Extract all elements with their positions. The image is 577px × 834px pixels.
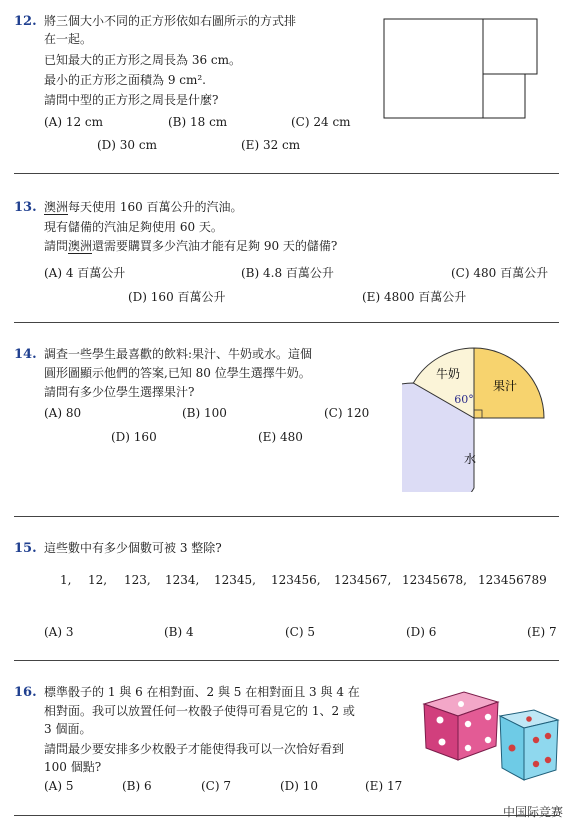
option-a: (A) 5 [44,779,74,793]
question-text-line: 將三個大小不同的正方形依如右圖所示的方式排 [44,14,297,28]
option-c: (C) 120 [324,406,370,420]
question-number: 12. [14,14,37,29]
option-a: (A) 12 cm [44,115,104,129]
number-item: 123456789 [478,573,547,587]
question-text-line: 請問中型的正方形之周長是什麼? [44,93,219,107]
option-e: (E) 32 cm [241,138,301,152]
question-text-line: 已知最大的正方形之周長為 36 cm。 [44,53,241,67]
question-text-line: 澳洲每天使用 160 百萬公升的汽油。 [44,200,243,214]
question-number: 16. [14,685,37,700]
number-item: 12, [88,573,108,587]
question-number: 15. [14,541,37,556]
divider [14,516,559,517]
number-item: 123456, [271,573,321,587]
question-text-line: 最小的正方形之面積為 9 cm². [44,73,206,87]
option-e: (E) 17 [365,779,403,793]
squares-figure [380,16,540,120]
question-text-line: 請問澳洲還需要購買多少汽油才能有足夠 90 天的儲備? [44,239,338,253]
divider [14,815,559,816]
option-e: (E) 480 [258,430,303,444]
option-a: (A) 4 百萬公升 [44,266,126,280]
option-c: (C) 5 [285,625,315,639]
pie-label-juice: 果汁 [492,379,518,393]
pie-label-milk: 牛奶 [435,367,461,381]
option-e: (E) 7 [527,625,557,639]
question-text-line: 請問有多少位學生選擇果汁? [44,385,195,399]
dice-figure [418,684,568,784]
option-a: (A) 3 [44,625,74,639]
option-b: (B) 4.8 百萬公升 [241,266,334,280]
option-d: (D) 10 [280,779,319,793]
question-text-line: 調查一些學生最喜歡的飲料:果汁、牛奶或水。這個 [44,347,313,361]
question-text-line: 100 個點? [44,760,102,774]
pie-label-water: 水 [463,452,477,466]
small-square [483,74,525,118]
question-text-line: 圓形圖顯示他們的答案,已知 80 位學生選擇牛奶。 [44,366,311,380]
option-b: (B) 6 [122,779,152,793]
divider [14,322,559,323]
pie-angle-label: 60° [454,393,474,406]
question-text-line: 標準骰子的 1 與 6 在相對面、2 與 5 在相對面且 3 與 4 在 [44,685,360,699]
divider [14,173,559,174]
number-item: 12345, [214,573,256,587]
number-item: 1234, [165,573,200,587]
question-text-line: 現有儲備的汽油足夠使用 60 天。 [44,220,223,234]
watermark: 中国际竞赛 [502,805,563,819]
option-d: (D) 6 [406,625,437,639]
number-item: 1, [60,573,72,587]
underlined-place-name: 澳洲 [44,200,69,214]
option-d: (D) 160 [111,430,157,444]
pie-chart [402,346,548,492]
option-c: (C) 24 cm [291,115,351,129]
option-c: (C) 7 [201,779,231,793]
question-text-line: 3 個面。 [44,722,92,736]
question-number: 13. [14,200,37,215]
option-b: (B) 18 cm [168,115,228,129]
option-d: (D) 30 cm [97,138,157,152]
pink-die [424,692,498,760]
question-text-line: 在一起。 [44,32,93,46]
divider [14,660,559,661]
number-item: 123, [124,573,151,587]
question-number: 14. [14,347,37,362]
blue-die [500,710,558,780]
option-c: (C) 480 百萬公升 [451,266,549,280]
question-text-line: 請問最少要安排多少枚骰子才能使得我可以一次恰好看到 [44,742,345,756]
number-item: 12345678, [402,573,467,587]
large-square [384,19,483,118]
number-item: 1234567, [334,573,392,587]
option-a: (A) 80 [44,406,82,420]
option-d: (D) 160 百萬公升 [128,290,226,304]
option-b: (B) 100 [182,406,227,420]
option-e: (E) 4800 百萬公升 [362,290,467,304]
question-text-line: 這些數中有多少個數可被 3 整除? [44,541,222,555]
option-b: (B) 4 [164,625,194,639]
underlined-place-name: 澳洲 [68,239,93,253]
medium-square [483,19,537,74]
question-text-line: 相對面。我可以放置任何一枚骰子使得可看見它的 1、2 或 [44,704,355,718]
